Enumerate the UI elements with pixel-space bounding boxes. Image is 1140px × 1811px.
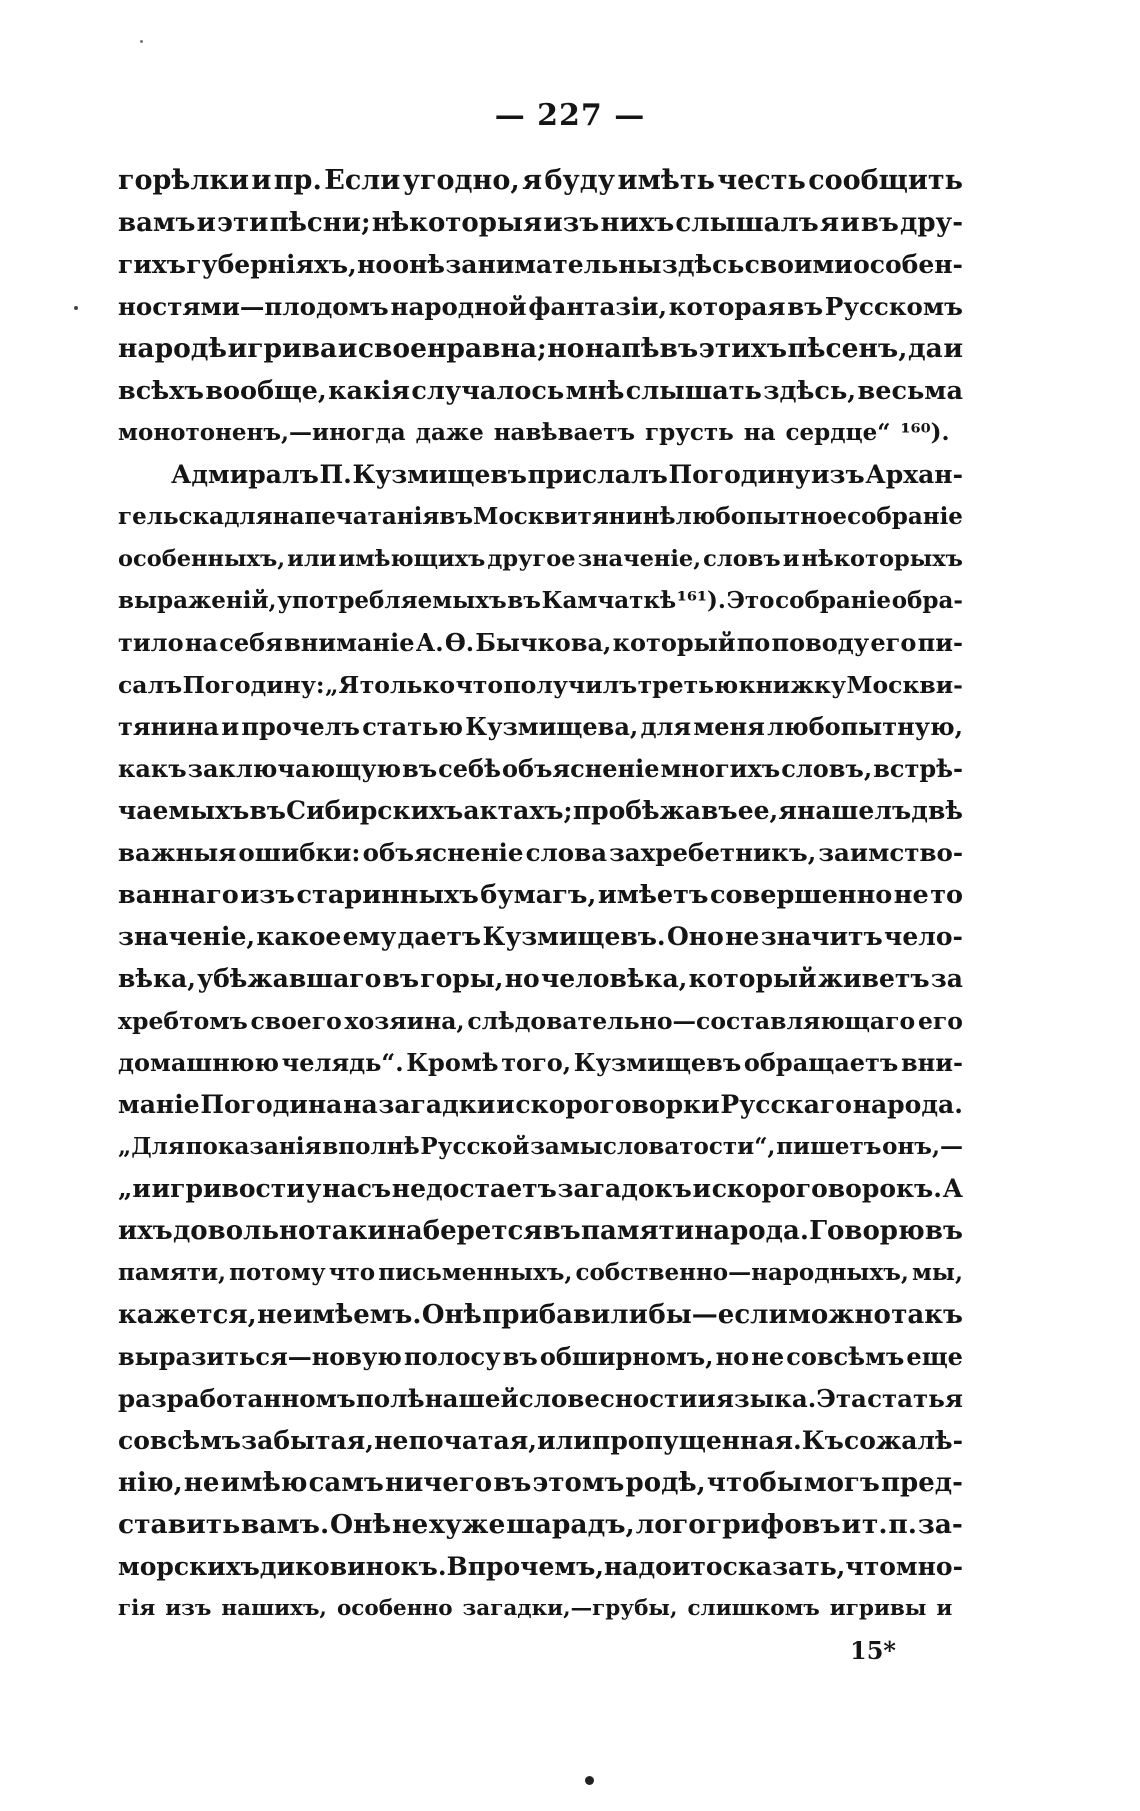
scan-speck <box>74 306 78 310</box>
text-line: разработанномъ полѣ нашей словесности и языка. Эта статья <box>118 1384 963 1413</box>
body-text <box>118 160 963 1630</box>
text-line: домашнюю челядь“. Кромѣ того, Кузмищевъ обращаетъ вни- <box>118 1048 963 1077</box>
text-line: тило на себя вниманіе А. Ѳ. Бычкова, который по поводу его пи- <box>118 628 963 657</box>
text-line: морскихъ диковинокъ. Впрочемъ, надо и то сказать, что мно- <box>118 1552 963 1581</box>
text-line: тянина и прочелъ статью Кузмищева, для меня любопытную, <box>118 712 963 741</box>
text-line: выраженій, употребляемыхъ въ Камчаткѣ ¹⁶¹). Это собраніе обра- <box>118 587 963 614</box>
text-line: чаемыхъ въ Сибирскихъ актахъ; пробѣжавъ ее, я нашелъ двѣ <box>118 796 963 825</box>
text-line: значеніе, какое ему даетъ Кузмищевъ. Оно не значитъ чело- <box>118 922 963 951</box>
text-line: ихъ довольно таки наберется въ памяти народа. Говорю въ <box>118 1216 963 1246</box>
text-line: монотоненъ,—иногда даже навѣваетъ грусть на сердце“ ¹⁶⁰). <box>118 419 950 446</box>
printer-signature-mark: 15* <box>850 1636 896 1665</box>
scan-speck <box>585 1776 594 1785</box>
text-line: ностями—плодомъ народной фантазіи, которая въ Русскомъ <box>118 292 963 321</box>
page-number: — 227 — <box>494 98 646 133</box>
text-line: „Для показанія вполнѣ Русской замысловатости“, пишетъ онъ,— <box>118 1133 963 1160</box>
text-line: ставить вамъ. Онѣ не хуже шарадъ, логогрифовъ и т. п. за- <box>118 1509 963 1540</box>
text-line: „и игривости у насъ недостаетъ загадокъ и скороговорокъ. А <box>118 1174 963 1203</box>
text-line: гельска для напечатанія въ Москвитянинѣ любопытное собраніе <box>118 503 963 530</box>
text-line: гихъ губерніяхъ, но онѣ занимательны здѣсь своими особен- <box>118 250 963 279</box>
text-line: какъ заключающую въ себѣ объясненіе многихъ словъ, встрѣ- <box>118 754 963 783</box>
text-line: кажется, не имѣемъ. Онѣ прибавили бы—если можно такъ <box>118 1300 963 1330</box>
text-line: выразиться—новую полосу въ обширномъ, но не совсѣмъ еще <box>118 1342 963 1371</box>
text-line: ваннаго изъ старинныхъ бумагъ, имѣетъ совершенно не то <box>118 880 963 910</box>
text-line: маніе Погодина на загадки и скороговорки Русскаго народа. <box>118 1090 963 1119</box>
text-line: салъ Погодину: „Я только что получилъ третью книжку Москви- <box>118 671 963 699</box>
text-line: памяти, потому что письменныхъ, собственно—народныхъ, мы, <box>118 1259 963 1286</box>
text-line: вамъ и эти пѣсни; нѣкоторыя изъ нихъ слышалъ я и въ дру- <box>118 208 963 238</box>
text-line: совсѣмъ забытая, не початая, или пропущенная. Къ сожалѣ- <box>118 1426 963 1455</box>
text-line: хребтомъ своего хозяина, слѣдовательно—составляющаго его <box>118 1007 963 1035</box>
text-line: Адмиралъ П. Кузмищевъ прислалъ Погодину изъ Архан- <box>171 460 963 489</box>
text-line: гія изъ нашихъ, особенно загадки,—грубы, слишкомъ игривы и <box>118 1596 953 1621</box>
text-line: горѣлки и пр. Если угодно, я буду имѣть честь сообщить <box>118 165 963 196</box>
text-line: вѣка, убѣжавшаго въ горы, но человѣка, который живетъ за <box>118 964 963 993</box>
text-line: особенныхъ, или имѣющихъ другое значеніе, словъ и нѣкоторыхъ <box>118 546 963 572</box>
text-line: всѣхъ вообще, какія случалось мнѣ слышать здѣсь, весьма <box>118 376 963 406</box>
scan-speck <box>140 40 143 43</box>
text-line: нію, не имѣю самъ ничего въ этомъ родѣ, чтобы могъ пред- <box>118 1468 963 1498</box>
text-line: важныя ошибки: объясненіе слова захребетникъ, заимство- <box>118 838 963 867</box>
text-line: народѣ игрива и своенравна; но напѣвъ этихъ пѣсенъ, да и <box>118 333 963 364</box>
